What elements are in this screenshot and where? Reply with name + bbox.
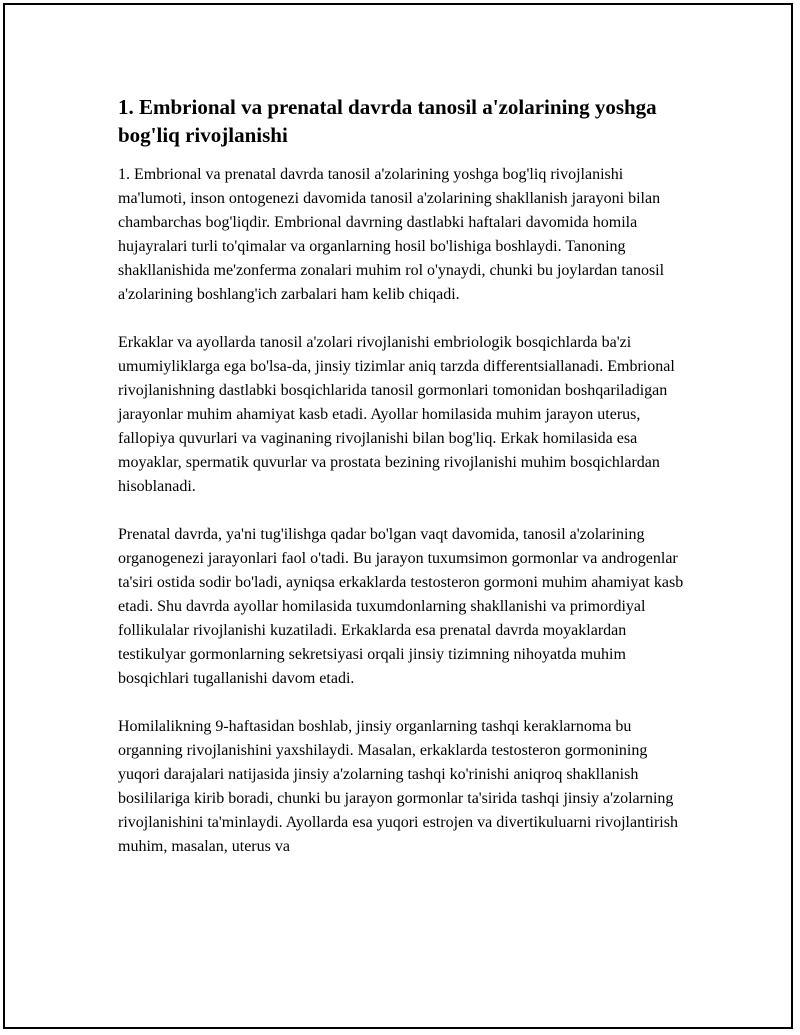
paragraph-4: Homilalikning 9-haftasidan boshlab, jinsiy organlarning tashqi keraklarnoma bu organning rivojlanishini yaxshilaydi. Masalan, erkaklarda testosteron gormonining yuqori darajalari natijasida jinsiy a'zolarning tashqi ko'rinishi aniqroq shakllanish bosililariga kirib boradi, chunki bu jarayon gormonlar ta'sirida tashqi jinsiy a'zolarning rivojlanishini ta'minlaydi. Ayollarda esa yuqori estrojen va divertikuluarni rivojlantirish muhim, masalan, uterus va bbox=[118, 718, 678, 855]
document-body bbox=[118, 93, 688, 883]
paragraph-2: Erkaklar va ayollarda tanosil a'zolari rivojlanishi embriologik bosqichlarda ba'zi umumiyliklarga ega bo'lsa-da, jinsiy tizimlar aniq tarzda differentsiallanadi. Embrional rivojlanishning dastlabki bosqichlarida tanosil gormonlari tomonidan boshqariladigan jarayonlar muhim ahamiyat kasb etadi. Ayollar homilasida muhim jarayon uterus, fallopiya quvurlari va vaginaning rivojlanishi bilan bog'liq. Erkak homilasida esa moyaklar, spermatik quvurlar va prostata bezining rivojlanishi muhim bosqichlardan hisoblanadi. bbox=[118, 334, 675, 495]
paragraph-3: Prenatal davrda, ya'ni tug'ilishga qadar bo'lgan vaqt davomida, tanosil a'zolarining organogenezi jarayonlari faol o'tadi. Bu jarayon tuxumsimon gormonlar va androgenlar ta'siri ostida sodir bo'ladi, ayniqsa erkaklarda testosteron gormoni muhim ahamiyat kasb etadi. Shu davrda ayollar homilasida tuxumdonlarning shakllanishi va primordiyal follikulalar rivojlanishi kuzatiladi. Erkaklarda esa prenatal davrda moyaklardan testikulyar gormonlarning sekretsiyasi orqali jinsiy tizimning nihoyatda muhim bosqichlari tugallanishi davom etadi. bbox=[118, 526, 684, 687]
paragraph-1: 1. Embrional va prenatal davrda tanosil a'zolarining yoshga bog'liq rivojlanishi ma'lumoti, inson ontogenezi davomida tanosil a'zolarining shakllanish jarayoni bilan chambarchas bog'liqdir. Embrional davrning dastlabki haftalari davomida homila hujayralari turli to'qimalar va organlarning hosil bo'lishiga boshlaydi. Tanoning shakllanishida me'zonferma zonalari muhim rol o'ynaydi, chunki bu joylardan tanosil a'zolarining boshlang'ich zarbalari ham kelib chiqadi. bbox=[118, 166, 665, 303]
section-heading: 1. Embrional va prenatal davrda tanosil a'zolarining yoshga bog'liq rivojlanishi bbox=[118, 95, 657, 147]
